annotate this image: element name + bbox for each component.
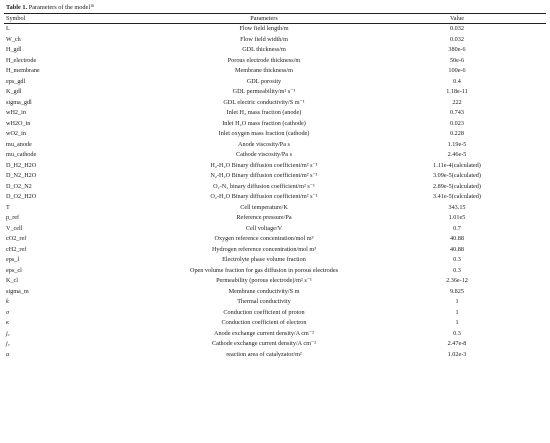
table-row bbox=[4, 255, 546, 266]
row-parameter: Flow field length/m bbox=[239, 25, 289, 32]
row-symbol: sigma_gdl bbox=[6, 98, 32, 106]
row-value: 0.023 bbox=[450, 119, 464, 127]
row-symbol: D_N2_H2O bbox=[6, 172, 37, 179]
table-row bbox=[4, 35, 546, 46]
row-parameter: Membrane conductivity/S m bbox=[228, 287, 300, 295]
row-parameter: Porous electrode thickness/m bbox=[227, 56, 301, 64]
header-parameters: Parameters bbox=[250, 15, 278, 22]
row-symbol: eps_l bbox=[6, 256, 20, 263]
row-value: 3.09e-5(calculated) bbox=[433, 172, 481, 179]
row-parameter: GDL permeability/m² s⁻¹ bbox=[232, 88, 296, 95]
table-row bbox=[4, 98, 546, 109]
row-value: 1.11e-4(calculated) bbox=[433, 161, 481, 169]
row-value: 1 bbox=[455, 298, 459, 305]
row-symbol: eps_gdl bbox=[6, 77, 26, 85]
row-value: 9.825 bbox=[450, 287, 464, 295]
table-row bbox=[4, 234, 546, 245]
row-symbol: cO2_ref bbox=[6, 235, 27, 242]
table-row bbox=[4, 308, 546, 319]
row-parameter: Oxygen reference concentration/mol m³ bbox=[214, 235, 314, 242]
row-symbol: K_gdl bbox=[6, 88, 22, 95]
row-symbol: D_O2_H2O bbox=[6, 193, 37, 200]
table-row bbox=[4, 339, 546, 350]
row-value: 2.46e-5 bbox=[447, 151, 467, 158]
row-parameter: Inlet H₂O mass fraction (cathode) bbox=[222, 119, 306, 127]
row-symbol: wO2_in bbox=[6, 130, 26, 137]
row-value: 3.41e-5(calculated) bbox=[433, 193, 481, 200]
table-row bbox=[4, 266, 546, 277]
row-value: 2.36e-12 bbox=[446, 277, 468, 284]
table-body bbox=[4, 24, 546, 360]
header-symbol: Symbol bbox=[6, 15, 26, 22]
row-value: 50e-6 bbox=[449, 56, 465, 64]
row-symbol: H_gdl bbox=[6, 46, 22, 53]
row-parameter: H₂-H₂O Binary diffusion coefficient/m² s⁻¹ bbox=[210, 161, 318, 169]
row-value: 2.47e-8 bbox=[447, 340, 467, 347]
row-parameter: GDL porosity bbox=[246, 77, 282, 85]
row-parameter: Anode viscosity/Pa s bbox=[238, 140, 290, 148]
row-value: 0.4 bbox=[453, 77, 461, 85]
row-symbol: eps_cl bbox=[6, 266, 22, 274]
row-symbol: wH2O_in bbox=[6, 119, 31, 127]
table-row bbox=[4, 108, 546, 119]
row-value: 0.3 bbox=[453, 329, 461, 337]
row-parameter: O₂-N₂ binary diffusion coefficient/m² s⁻¹ bbox=[213, 182, 315, 190]
row-symbol: σ bbox=[6, 308, 10, 316]
row-symbol: mu_anode bbox=[6, 140, 32, 148]
table-row bbox=[4, 56, 546, 67]
header-value: Value bbox=[449, 15, 465, 22]
row-symbol: H_membrane bbox=[6, 67, 40, 74]
table-row bbox=[4, 245, 546, 256]
row-symbol: H_electrode bbox=[6, 56, 37, 64]
table-row bbox=[4, 119, 546, 130]
row-symbol: T bbox=[6, 203, 10, 211]
table-row bbox=[4, 329, 546, 340]
row-parameter: Hydrogen reference concentration/mol m³ bbox=[211, 245, 317, 253]
table-row bbox=[4, 66, 546, 77]
row-parameter: GDL thickness/m bbox=[242, 46, 286, 53]
row-parameter: Conduction coefficient of proton bbox=[223, 308, 305, 316]
row-parameter: O₂-H₂O Binary diffusion coefficient/m² s⁻¹ bbox=[210, 193, 318, 200]
row-parameter: N₂-H₂O Binary diffusion coefficient/m² s⁻¹ bbox=[210, 172, 318, 179]
table-caption bbox=[6, 2, 94, 12]
row-symbol: a bbox=[6, 350, 10, 358]
row-value: 0.7 bbox=[453, 224, 461, 232]
row-symbol: D_H2_H2O bbox=[6, 161, 37, 169]
row-symbol: cH2_ref bbox=[6, 245, 27, 253]
row-parameter: Electrolyte phase volume fraction bbox=[222, 256, 306, 263]
row-symbol: W_ch bbox=[6, 35, 21, 43]
table-caption-label: Table 1. bbox=[6, 4, 28, 11]
table-row bbox=[4, 87, 546, 98]
row-value: 1.19e-5 bbox=[447, 140, 467, 148]
row-symbol: wH2_in bbox=[6, 109, 26, 116]
table-caption-text: Parameters of the model bbox=[27, 4, 91, 11]
row-value: 0.032 bbox=[450, 35, 464, 43]
row-parameter: Flow field width/m bbox=[240, 35, 288, 43]
row-parameter: Thermal conductivity bbox=[237, 298, 291, 305]
row-parameter: Inlet oxygen mass fraction (cathode) bbox=[218, 130, 310, 137]
table-row bbox=[4, 182, 546, 193]
row-value: 1.01e5 bbox=[448, 214, 466, 221]
table-caption-ref: 16 bbox=[90, 3, 95, 8]
row-symbol: L bbox=[6, 25, 10, 32]
table-row bbox=[4, 171, 546, 182]
row-symbol: κ bbox=[6, 319, 9, 326]
row-symbol: sigma_m bbox=[6, 287, 29, 295]
table-row bbox=[4, 350, 546, 361]
row-parameter: Open volume fraction for gas diffusion in porous electrodes bbox=[189, 266, 338, 274]
row-parameter: Cell temperature/K bbox=[240, 203, 288, 211]
table-row bbox=[4, 129, 546, 140]
row-value: 0.228 bbox=[450, 130, 464, 137]
row-symbol: K_cl bbox=[6, 277, 19, 284]
table-row bbox=[4, 287, 546, 298]
row-parameter: Reference pressure/Pa bbox=[236, 214, 292, 221]
table-row bbox=[4, 192, 546, 203]
row-value: 380e-6 bbox=[448, 46, 466, 53]
table-row bbox=[4, 150, 546, 161]
row-parameter: Conduction coefficient of electron bbox=[221, 319, 307, 326]
table-row bbox=[4, 276, 546, 287]
table-row bbox=[4, 318, 546, 329]
row-value: 0.743 bbox=[450, 109, 464, 116]
row-symbol: jₐ bbox=[6, 329, 10, 337]
table-row bbox=[4, 161, 546, 172]
table-row bbox=[4, 77, 546, 88]
row-parameter: Inlet H₂ mass fraction (anode) bbox=[226, 109, 302, 116]
table-row bbox=[4, 203, 546, 214]
row-symbol: D_O2_N2 bbox=[6, 182, 32, 190]
row-symbol: p_ref bbox=[6, 214, 20, 221]
row-symbol: j꜀ bbox=[6, 340, 10, 347]
table-row bbox=[4, 45, 546, 56]
row-parameter: Permeability (porous electrode)/m² s⁻¹ bbox=[216, 277, 312, 284]
row-value: 40.88 bbox=[450, 245, 464, 253]
row-value: 1 bbox=[455, 308, 459, 316]
row-parameter: GDL electric conductivity/S m⁻¹ bbox=[223, 98, 305, 106]
table-row bbox=[4, 24, 546, 35]
row-parameter: Anode exchange current density/A cm⁻² bbox=[214, 329, 314, 337]
row-parameter: Cell voltage/V bbox=[245, 224, 283, 232]
row-value: 1 bbox=[455, 319, 459, 326]
row-parameter: Cathode exchange current density/A cm⁻² bbox=[211, 340, 317, 347]
row-symbol: V_cell bbox=[6, 224, 23, 232]
table-row bbox=[4, 213, 546, 224]
row-parameter: Membrane thickness/m bbox=[235, 67, 293, 74]
row-value: 343.15 bbox=[448, 203, 466, 211]
row-value: 100e-6 bbox=[448, 67, 466, 74]
row-symbol: k bbox=[6, 298, 9, 305]
row-value: 40.88 bbox=[450, 235, 464, 242]
row-value: 0.032 bbox=[450, 25, 464, 32]
table-row bbox=[4, 224, 546, 235]
row-value: 222 bbox=[452, 98, 462, 106]
row-value: 2.89e-5(calculated) bbox=[433, 182, 481, 190]
row-value: 1.18e-11 bbox=[446, 88, 468, 95]
row-parameter: reaction area of catalyzator/m² bbox=[226, 350, 302, 358]
table-row bbox=[4, 140, 546, 151]
row-value: 1.02e-3 bbox=[447, 350, 467, 358]
table-row bbox=[4, 297, 546, 308]
row-value: 0.3 bbox=[453, 266, 461, 274]
row-symbol: mu_cathode bbox=[6, 151, 37, 158]
row-parameter: Cathode viscosity/Pa s bbox=[235, 151, 293, 158]
row-value: 0.3 bbox=[453, 256, 461, 263]
